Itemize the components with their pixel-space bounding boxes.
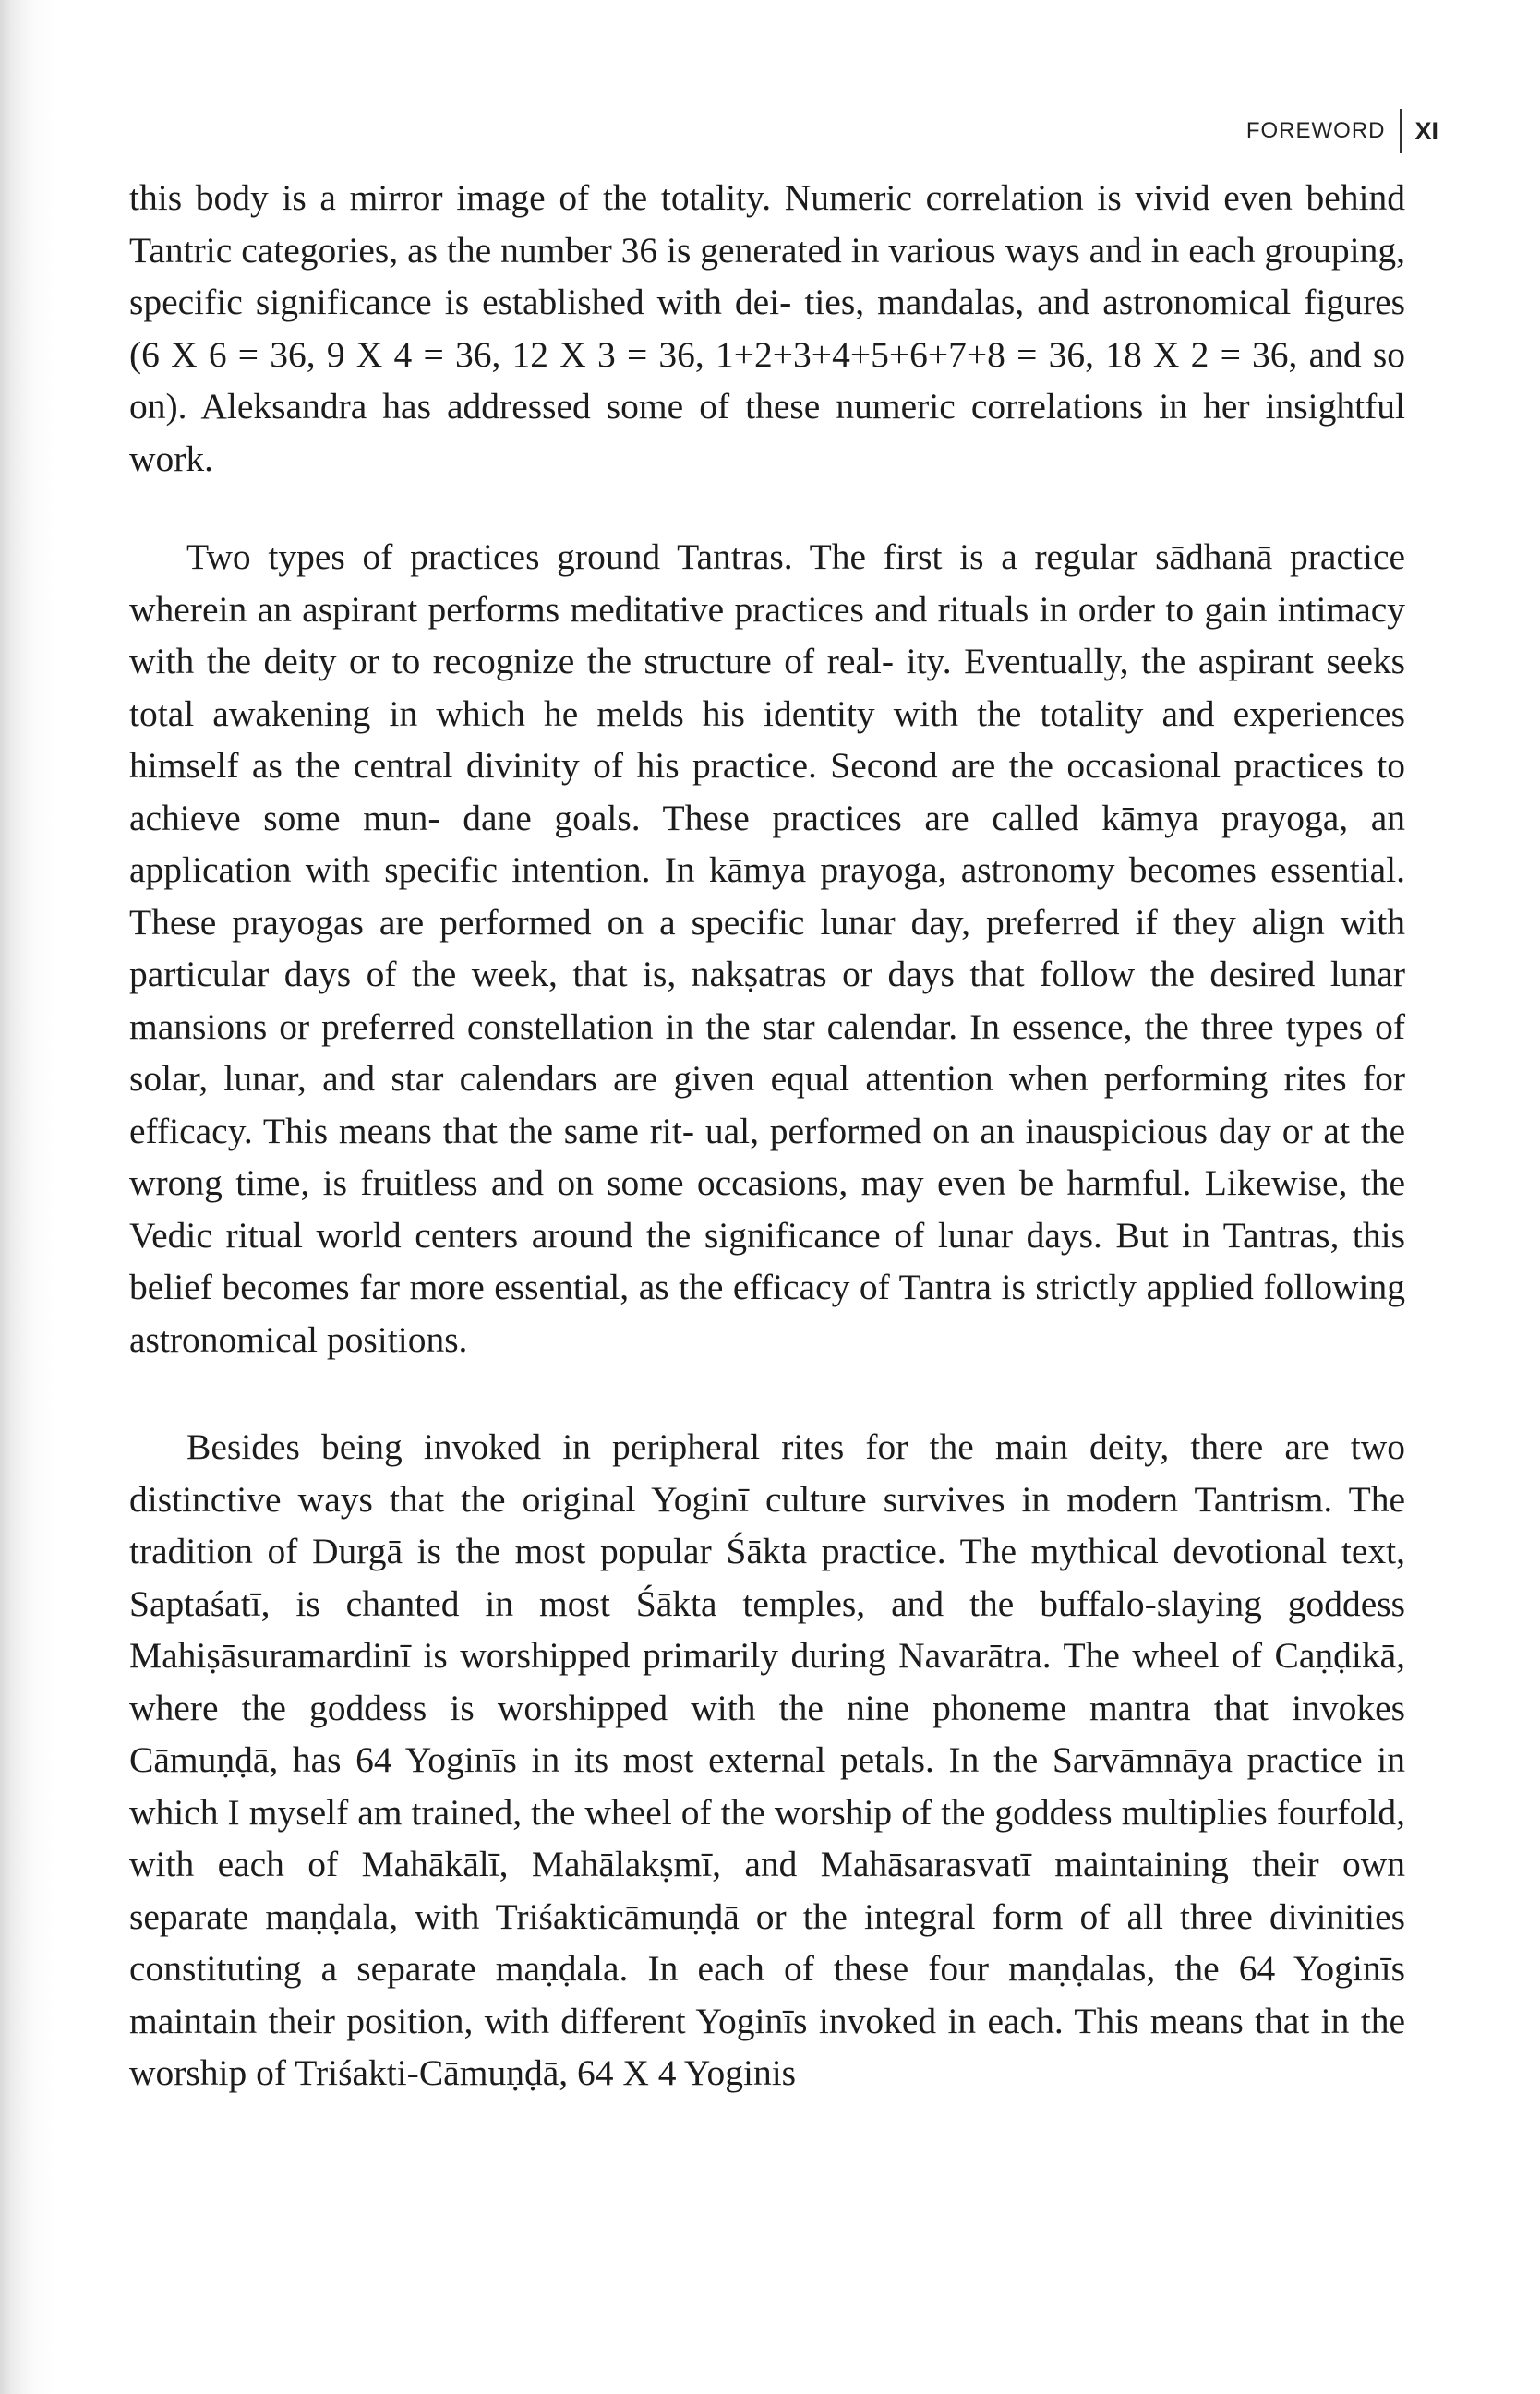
text-line: ties, mandalas, and astronomical figures (6 X 6 = 36, 9 X 4 = 36, 12 X 3 (129, 282, 1406, 375)
text-line: divinities constituting a separate maṇḍala. In each of these four maṇḍalas, (129, 1895, 1405, 1989)
text-line: with the nine phoneme mantra that invokes Cāmuṇḍā, has 64 Yoginīs in (129, 1687, 1405, 1780)
text-line: separate maṇḍala, with Triśakticāmuṇḍā or the integral form of all three (129, 1895, 1253, 1937)
text-line: ity. Eventually, the aspirant seeks total awakening in which he melds his (129, 641, 1405, 734)
text-line: two distinctive ways that the original Yoginī culture survives in modern (129, 1426, 1405, 1520)
text-line: of his practice. Second are the occasional practices to achieve some mun- (129, 745, 1405, 838)
text-line: addressed some of these numeric correlations in her insightful work. (129, 386, 1406, 479)
text-line: its most external petals. In the Sarvāmnāya practice in which I myself am (129, 1739, 1405, 1833)
text-line: the buffalo-slaying goddess Mahiṣāsuramardinī is worshipped primarily (129, 1582, 1406, 1676)
text-line: even behind Tantric categories, as the number 36 is generated in various (129, 177, 1406, 271)
text-line: trained, the wheel of the worship of the goddess multiplies fourfold, with (129, 1791, 1406, 1884)
text-line: this body is a mirror image of the totality. Numeric correlation is vivid (129, 177, 1210, 218)
text-line: the 64 Yoginīs maintain their position, with different Yoginīs invoked in (129, 1948, 1405, 2041)
text-line: Besides being invoked in peripheral rites for the main deity, there are (186, 1426, 1329, 1467)
paragraph (129, 531, 1405, 1365)
text-line: specific intention. In kāmya prayoga, astronomy becomes essential. These (129, 849, 1406, 943)
text-line: ways and in each grouping, specific significance is established with dei- (129, 229, 1405, 322)
paragraph (129, 1421, 1405, 2099)
text-line: essence, the three types of solar, lunar, and star calendars are given equal (129, 1005, 1405, 1099)
text-line: during Navarātra. The wheel of Caṇḍikā, where the goddess is worshipped (129, 1635, 1406, 1728)
text-line: order to gain intimacy with the deity or to recognize the structure of real- (129, 588, 1406, 681)
running-head (1246, 109, 1438, 153)
header-divider (1400, 109, 1402, 153)
body-text (129, 172, 1405, 2099)
text-line: identity with the totality and experiences himself as the central divinity (129, 692, 1406, 786)
text-line: centers around the significance of lunar days. But in Tantras, this belief (129, 1214, 1406, 1307)
text-line: each of Mahākālī, Mahālakṣmī, and Mahāsarasvatī maintaining their own (217, 1844, 1405, 1884)
text-line: becomes far more essential, as the efficacy of Tantra is strictly applied (222, 1267, 1254, 1307)
text-line: Two types of practices ground Tantras. The first is a regular sādhanā (186, 536, 1273, 577)
text-line: mythical devotional text, Saptaśatī, is chanted in most Śākta temples, and (129, 1531, 1405, 1624)
text-line: practice wherein an aspirant performs meditative practices and rituals in (129, 536, 1406, 630)
text-line: dane goals. These practices are called kāmya prayoga, an application with (129, 797, 1405, 890)
text-line: with particular days of the week, that is, nakṣatras or days that follow the (129, 901, 1405, 994)
text-line: Tantrism. The tradition of Durgā is the most popular Śākta practice. The (129, 1478, 1405, 1571)
text-line: each. This means that in the worship of Triśakti-Cāmuṇḍā, 64 X 4 Yoginis (129, 2000, 1405, 2093)
text-line: prayogas are performed on a specific lunar day, preferred if they align (232, 901, 1325, 943)
text-line: = 36, 1+2+3+4+5+6+7+8 = 36, 18 X 2 = 36, and so on). Aleksandra has (129, 333, 1405, 427)
page-number: XI (1414, 116, 1438, 145)
paragraph (129, 172, 1405, 485)
text-line: ual, performed on an inauspicious day or at the wrong time, is fruitless and (129, 1110, 1406, 1203)
text-line: attention when performing rites for efficacy. This means that the same rit- (129, 1058, 1406, 1151)
text-line: desired lunar mansions or preferred constellation in the star calendar. In (129, 954, 1405, 1047)
text-line: on some occasions, may even be harmful. Likewise, the Vedic ritual world (129, 1162, 1405, 1256)
section-title: FOREWORD (1245, 118, 1386, 143)
text-line: following astronomical positions. (129, 1267, 1406, 1360)
